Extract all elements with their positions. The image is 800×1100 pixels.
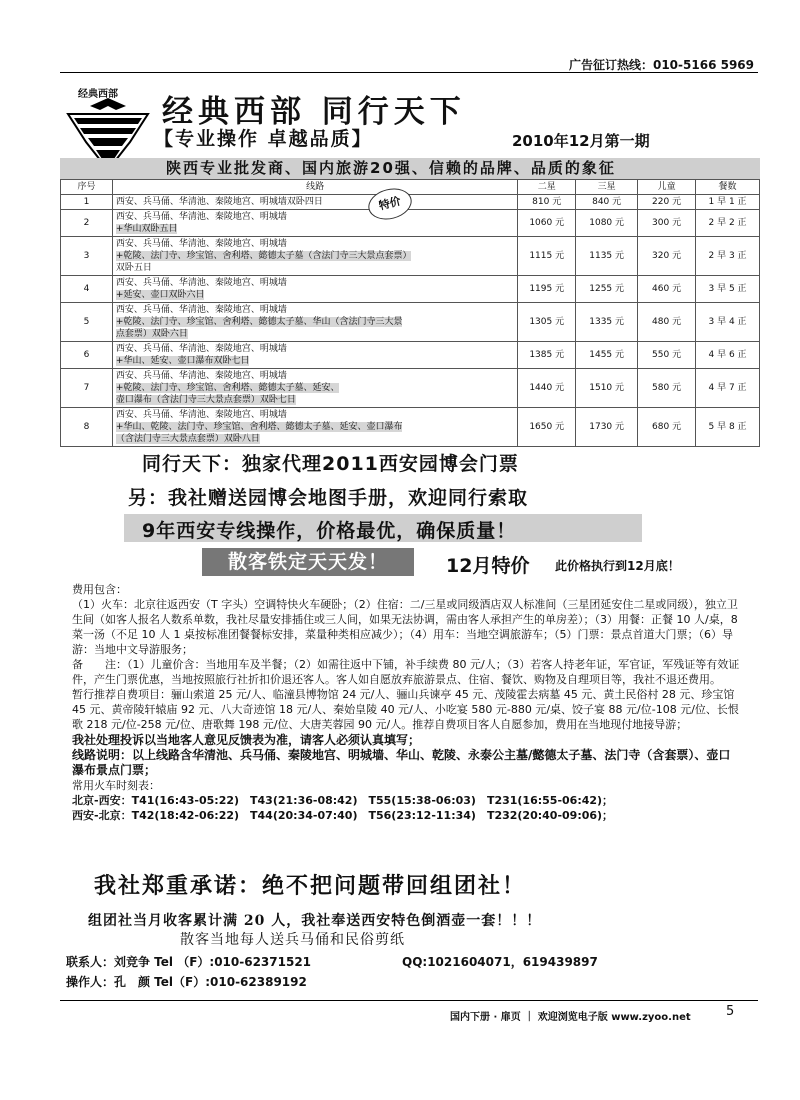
three-star-price: 1135 元 <box>576 237 638 276</box>
meal-count: 4 早 7 正 <box>696 369 760 408</box>
table-row <box>61 210 760 237</box>
row-number: 3 <box>61 237 113 276</box>
table-row <box>61 408 760 447</box>
footer-text: 国内下册 · 扉页 ｜ 欢迎浏览电子版 www.zyoo.net <box>450 1012 691 1023</box>
route-line: 壶口瀑布（含法门寺三大景点套票）双卧七日 <box>115 395 296 405</box>
meal-count: 4 早 6 正 <box>696 342 760 369</box>
promo-line-3: 9年西安专线操作，价格最优，确保质量！ <box>142 520 517 542</box>
route-line: 西安、兵马俑、华清池、秦陵地宫、明城墙 <box>115 212 287 222</box>
route-cell <box>112 237 517 276</box>
route-cell <box>112 276 517 303</box>
route-line: +乾陵、法门寺、珍宝馆、舍利塔、懿德太子墓、华山（含法门寺三大景 <box>115 317 403 327</box>
route-line: +乾陵、法门寺、珍宝馆、舍利塔、懿德太子墓、延安、 <box>115 383 340 393</box>
route-line: 西安、兵马俑、华清池、秦陵地宫、明城墙 <box>115 371 287 381</box>
route-line: 西安、兵马俑、华清池、秦陵地宫、明城墙双卧四日 <box>115 197 323 207</box>
table-header-row <box>61 180 760 195</box>
route-cell <box>112 369 517 408</box>
three-star-price: 1080 元 <box>576 210 638 237</box>
child-price: 460 元 <box>638 276 696 303</box>
meal-count: 5 早 8 正 <box>696 408 760 447</box>
row-number: 5 <box>61 303 113 342</box>
operator-person: 操作人：孔 颜 Tel（F）:010-62389192 <box>66 975 307 989</box>
col-header-route: 线路 <box>112 180 517 195</box>
route-line: +乾陵、法门寺、珍宝馆、舍利塔、懿德太子墓（含法门寺三大景点套票） <box>115 251 412 261</box>
special-note: 此价格执行到12月底！ <box>555 559 680 573</box>
three-star-price: 1455 元 <box>576 342 638 369</box>
route-cell <box>112 408 517 447</box>
main-slogan: 经典西部 同行天下 <box>162 94 466 130</box>
two-star-price: 1650 元 <box>518 408 576 447</box>
two-star-price: 1060 元 <box>518 210 576 237</box>
col-header-child: 儿童 <box>638 180 696 195</box>
route-line: 西安、兵马俑、华清池、秦陵地宫、明城墙 <box>115 410 287 420</box>
meal-count: 1 早 1 正 <box>696 195 760 210</box>
route-cell <box>112 210 517 237</box>
route-line: 点套票）双卧六日 <box>115 329 188 339</box>
meal-count: 2 早 3 正 <box>696 237 760 276</box>
promise-line-1: 我社郑重承诺：绝不把问题带回组团社！ <box>94 873 527 899</box>
page-number: 5 <box>726 1004 735 1019</box>
terms-heading: 费用包含： <box>72 583 127 596</box>
train-schedule-bj-xa: 北京-西安：T41(16:43-05:22) T43(21:36-08:42) T55(15:38-06:03) T231(16:55-06:42)； <box>72 794 614 807</box>
promo-line-2: 另：我社赠送园博会地图手册，欢迎同行索取 <box>128 487 529 509</box>
two-star-price: 1195 元 <box>518 276 576 303</box>
route-cell <box>112 195 517 210</box>
logo-text: 经典西部 <box>78 89 118 100</box>
terms-includes: （1）火车：北京往返西安（T 字头）空调特快火车硬卧；（2）住宿：二/三星或同级酒店双人标准间（三星团延安住二星或同级），独立卫生间（如客人报名人数系单数，我社尽量安排插住或三人间，如果无法协调，需由客人承担产生的单房差）；（3）用餐：正餐 10 人/桌，8 菜一汤（不足 10 人 1 桌按标准团餐餐标安排，菜量种类相应减少）；（4）用车：当地空调旅游车；（5）门票：景点首道大门票；（6）导游：当地中文导游服务； <box>72 598 738 656</box>
row-number: 1 <box>61 195 113 210</box>
route-line: 西安、兵马俑、华清池、秦陵地宫、明城墙 <box>115 305 287 315</box>
contact-qq: QQ:1021604071，619439897 <box>402 955 598 969</box>
route-line: +华山双卧五日 <box>115 224 178 234</box>
meal-count: 2 早 2 正 <box>696 210 760 237</box>
child-price: 550 元 <box>638 342 696 369</box>
child-price: 320 元 <box>638 237 696 276</box>
table-row <box>61 276 760 303</box>
route-cell <box>112 342 517 369</box>
tagline: 陕西专业批发商、国内旅游20强、信赖的品牌、品质的象征 <box>166 159 616 177</box>
terms-optional-items: 暂行推荐自费项目：骊山索道 25 元/人、临潼县博物馆 24 元/人、骊山兵谏亭 45 元、茂陵霍去病墓 45 元、黄土民俗村 28 元、珍宝馆 45 元、黄帝陵轩辕庙 92 元、八大奇迹馆 18 元/人、秦始皇陵 40 元/人、小吃宴 580 元-880 元/桌、饺子宴 88 元/位-108 元/位、长恨歌 218 元/位-258 元/位、唐歌舞 198 元/位、大唐芙蓉园 90 元/人。推荐自费项目客人自愿参加，费用在当地现付地接导游； <box>72 688 739 731</box>
route-line: 双卧五日 <box>115 263 152 273</box>
two-star-price: 1440 元 <box>518 369 576 408</box>
hotline: 广告征订热线：010-5166 5969 <box>568 58 754 72</box>
route-line: 西安、兵马俑、华清池、秦陵地宫、明城墙 <box>115 239 287 249</box>
route-line: （含法门寺三大景点套票）双卧八日 <box>115 434 260 444</box>
promise-line-3: 散客当地每人送兵马俑和民俗剪纸 <box>180 932 405 948</box>
train-schedule-xa-bj: 西安-北京：T42(18:42-06:22) T44(20:34-07:40) T56(23:12-11:34) T232(20:40-09:06)； <box>72 809 614 822</box>
col-header-two-star: 二星 <box>518 180 576 195</box>
route-line: +华山、延安、壶口瀑布双卧七日 <box>115 356 250 366</box>
issue-date: 2010年12月第一期 <box>512 132 650 150</box>
sub-slogan: 【专业操作 卓越品质】 <box>154 128 373 150</box>
special-price-badge: 特价 <box>365 184 415 224</box>
daily-departure-banner: 散客铁定天天发！ <box>202 548 414 576</box>
promo-line-1: 同行天下：独家代理2011西安园博会门票 <box>142 453 519 475</box>
train-schedule-heading: 常用火车时刻表： <box>72 779 160 792</box>
two-star-price: 1115 元 <box>518 237 576 276</box>
table-row <box>61 303 760 342</box>
row-number: 8 <box>61 408 113 447</box>
col-header-meals: 餐数 <box>696 180 760 195</box>
col-header-three-star: 三星 <box>576 180 638 195</box>
two-star-price: 1385 元 <box>518 342 576 369</box>
route-line: +华山、乾陵、法门寺、珍宝馆、舍利塔、懿德太子墓、延安、壶口瀑布 <box>115 422 403 432</box>
two-star-price: 1305 元 <box>518 303 576 342</box>
terms-complaints: 我社处理投诉以当地客人意见反馈表为准，请客人必须认真填写； <box>72 733 421 747</box>
route-price-table <box>60 179 760 447</box>
table-row <box>61 237 760 276</box>
row-number: 6 <box>61 342 113 369</box>
three-star-price: 1255 元 <box>576 276 638 303</box>
table-row <box>61 342 760 369</box>
col-header-no: 序号 <box>61 180 113 195</box>
child-price: 480 元 <box>638 303 696 342</box>
december-special: 12月特价 <box>446 555 530 577</box>
child-price: 300 元 <box>638 210 696 237</box>
terms-section <box>72 582 740 823</box>
meal-count: 3 早 4 正 <box>696 303 760 342</box>
contact-person: 联系人：刘竞争 Tel （F）:010-62371521 <box>66 955 312 969</box>
bottom-rule <box>60 1000 758 1001</box>
row-number: 7 <box>61 369 113 408</box>
terms-notes: 备 注：（1）儿童价含：当地用车及半餐；（2）如需往返中下铺，补手续费 80 元/人；（3）若客人持老年证，军官证，军残证等有效证件，产生门票优惠，当地按照旅行社折扣价退还客人。客人如自愿放弃旅游景点、住宿、餐饮、购物及自理项目等，我社不退还费用。 <box>72 658 740 686</box>
meal-count: 3 早 5 正 <box>696 276 760 303</box>
route-line: 西安、兵马俑、华清池、秦陵地宫、明城墙 <box>115 278 287 288</box>
promise-line-2: 组团社当月收客累计满 20 人，我社奉送西安特色倒酒壶一套！！！ <box>88 913 542 929</box>
child-price: 580 元 <box>638 369 696 408</box>
child-price: 680 元 <box>638 408 696 447</box>
three-star-price: 1730 元 <box>576 408 638 447</box>
table-row <box>61 369 760 408</box>
three-star-price: 1335 元 <box>576 303 638 342</box>
child-price: 220 元 <box>638 195 696 210</box>
route-line: 西安、兵马俑、华清池、秦陵地宫、明城墙 <box>115 344 287 354</box>
route-cell <box>112 303 517 342</box>
three-star-price: 840 元 <box>576 195 638 210</box>
terms-route-description: 线路说明：以上线路含华清池、兵马俑、秦陵地宫、明城墙、华山、乾陵、永泰公主墓/懿德太子墓、法门寺（含套票）、壶口瀑布景点门票； <box>72 748 731 777</box>
row-number: 4 <box>61 276 113 303</box>
row-number: 2 <box>61 210 113 237</box>
route-line: +延安、壶口双卧六日 <box>115 290 205 300</box>
three-star-price: 1510 元 <box>576 369 638 408</box>
top-rule <box>60 72 758 73</box>
two-star-price: 810 元 <box>518 195 576 210</box>
